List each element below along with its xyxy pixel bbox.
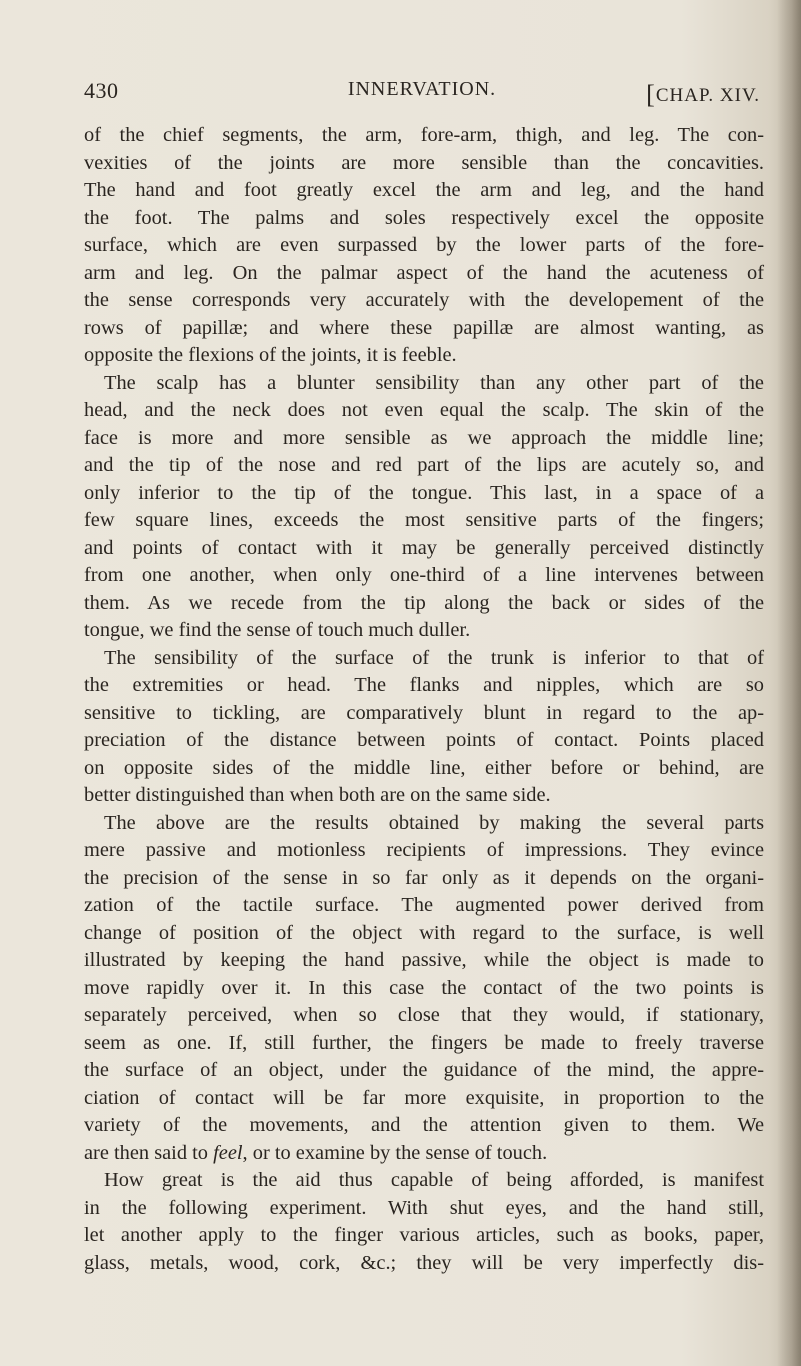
text-line: The hand and foot greatly excel the arm and leg, and the hand <box>84 179 764 201</box>
text-line: and points of contact with it may be generally perceived distinctly <box>84 536 764 559</box>
chapter-bracket: [ <box>646 80 656 109</box>
text-line: the sense corresponds very accurately with the developement of the <box>84 289 764 311</box>
italic-word: feel <box>213 1141 243 1164</box>
text-line: rows of papillæ; and where these papillæ are almost wanting, as <box>84 316 764 339</box>
running-title: INNERVATION. <box>347 78 497 100</box>
text-line: head, and the neck does not even equal the scalp. The skin of the <box>84 399 764 421</box>
text-line: ciation of contact will be far more exquisite, in proportion to the <box>84 1086 764 1109</box>
text-line: surface, which are even surpassed by the lower parts of the fore- <box>84 234 764 256</box>
text-line: the precision of the sense in so far only as it depends on the organi- <box>84 866 764 889</box>
chapter-label: CHAP. XIV. <box>655 85 760 106</box>
text-line: are then said to feel, or to examine by the sense of touch. <box>84 1141 548 1164</box>
text-line: glass, metals, wood, cork, &c.; they will be very imperfectly dis- <box>84 1251 764 1274</box>
chapter-reference <box>646 78 760 108</box>
text-line: The sensibility of the surface of the trunk is inferior to that of <box>104 646 764 669</box>
text-line: better distinguished than when both are on the same side. <box>84 784 551 806</box>
text-line: of the chief segments, the arm, fore-arm, thigh, and leg. The con- <box>84 124 764 146</box>
text-line: them. As we recede from the tip along the back or sides of the <box>84 591 764 614</box>
text-line: few square lines, exceeds the most sensitive parts of the fingers; <box>84 509 764 531</box>
text-line: opposite the flexions of the joints, it is feeble. <box>84 344 457 366</box>
page-edge-shadow <box>777 0 801 1366</box>
text-line: the foot. The palms and soles respectively excel the opposite <box>84 206 764 229</box>
text-line: The above are the results obtained by making the several parts <box>104 811 764 834</box>
text-line: preciation of the distance between points of contact. Points placed <box>84 729 764 751</box>
text-line: illustrated by keeping the hand passive, while the object is made to <box>84 949 764 971</box>
text-line: tongue, we find the sense of touch much duller. <box>84 619 471 641</box>
running-head <box>84 78 760 108</box>
text-line: separately perceived, when so close that they would, if stationary, <box>84 1004 764 1026</box>
text-line: and the tip of the nose and red part of the lips are acutely so, and <box>84 454 764 476</box>
text-line: only inferior to the tip of the tongue. This last, in a space of a <box>84 481 764 504</box>
text-line: mere passive and motionless recipients of impressions. They evince <box>84 839 764 861</box>
text-line: let another apply to the finger various articles, such as books, paper, <box>84 1224 764 1246</box>
text-line: on opposite sides of the middle line, either before or behind, are <box>84 756 764 779</box>
text-line: in the following experiment. With shut eyes, and the hand still, <box>84 1196 764 1219</box>
text-line: face is more and more sensible as we approach the middle line; <box>84 426 764 449</box>
text-line: arm and leg. On the palmar aspect of the hand the acuteness of <box>84 261 764 284</box>
text-line: change of position of the object with regard to the surface, is well <box>84 921 764 944</box>
text-line: variety of the movements, and the attention given to them. We <box>84 1114 764 1136</box>
text-line: move rapidly over it. In this case the contact of the two points is <box>84 976 764 999</box>
text-line: How great is the aid thus capable of being afforded, is manifest <box>104 1169 764 1191</box>
text-line: zation of the tactile surface. The augmented power derived from <box>84 894 764 916</box>
page-number: 430 <box>84 78 119 103</box>
body-text <box>84 122 764 1277</box>
text-line: from one another, when only one-third of a line intervenes between <box>84 564 764 586</box>
text-line: vexities of the joints are more sensible than the concavities. <box>84 151 764 174</box>
text-line: the surface of an object, under the guidance of the mind, the appre- <box>84 1059 764 1081</box>
text-line: the extremities or head. The flanks and nipples, which are so <box>84 674 764 696</box>
text-line: sensitive to tickling, are comparatively blunt in regard to the ap- <box>84 701 764 724</box>
text-line: The scalp has a blunter sensibility than any other part of the <box>104 371 764 394</box>
text-line: seem as one. If, still further, the fingers be made to freely traverse <box>84 1031 764 1054</box>
